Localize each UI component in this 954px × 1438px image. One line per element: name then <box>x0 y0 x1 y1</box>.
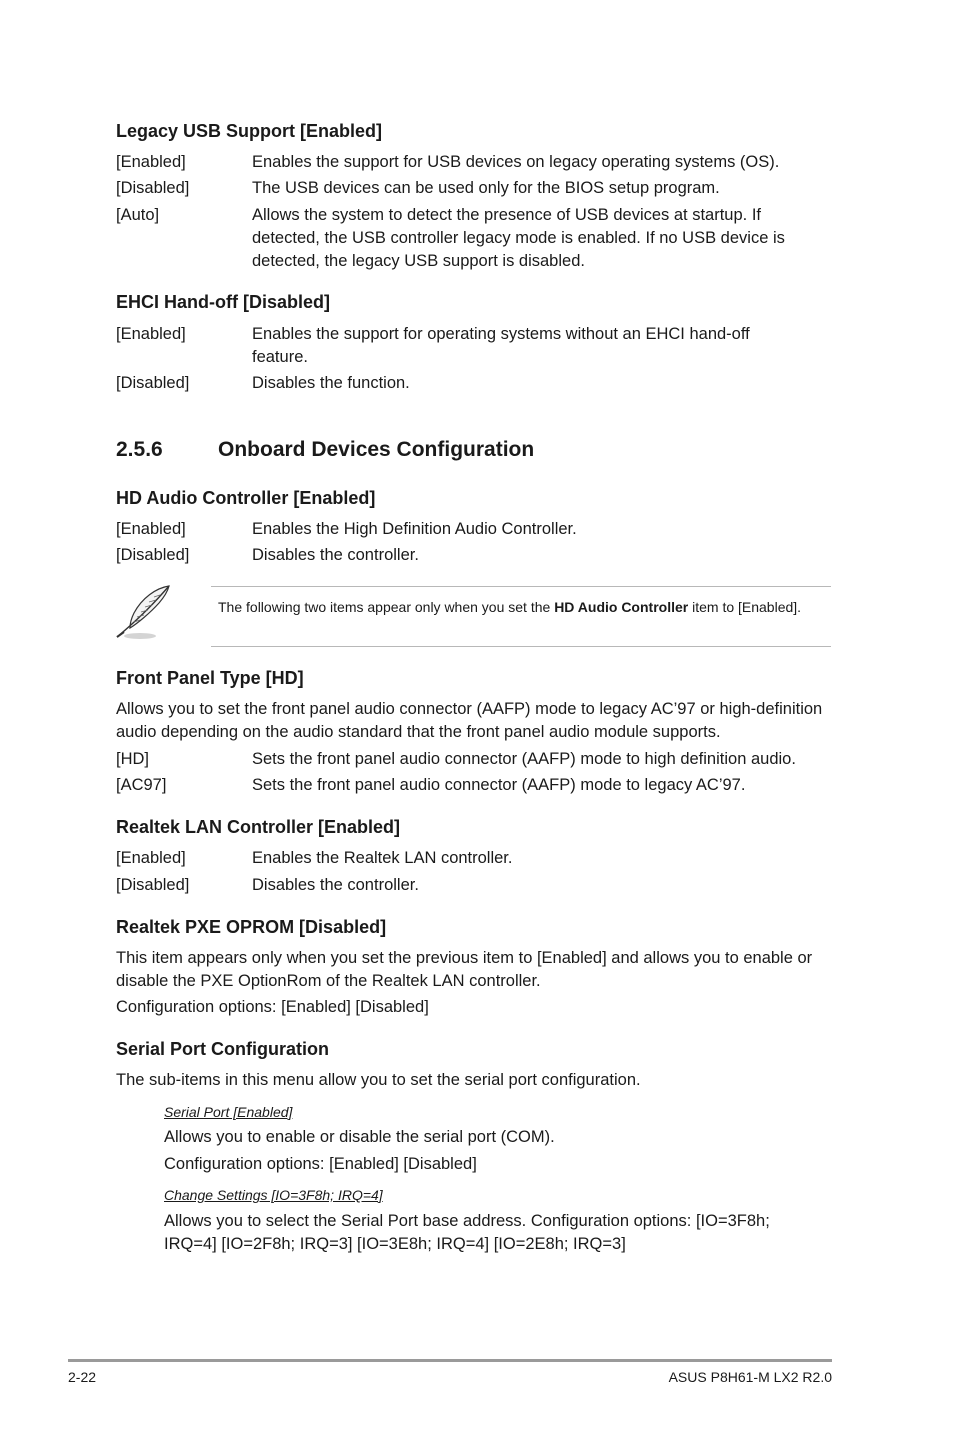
option-description: Enables the support for operating systems without an EHCI hand-off feature. <box>252 325 750 366</box>
section-number: 2.5.6 <box>116 438 163 461</box>
option-description: Disables the controller. <box>252 876 419 894</box>
option-label: [Disabled] <box>116 546 190 564</box>
front-panel-intro: Allows you to set the front panel audio connector (AAFP) mode to legacy AC’97 or high-definition audio depending on the audio standard that the front panel audio module supports. <box>116 700 823 741</box>
option-description: Disables the function. <box>252 374 410 392</box>
footer-rule <box>68 1359 832 1362</box>
option-description: Enables the High Definition Audio Controller. <box>252 520 577 538</box>
option-label: [Disabled] <box>116 876 190 894</box>
option-label: [Enabled] <box>116 849 186 867</box>
serial-port-description: Allows you to enable or disable the serial port (COM). <box>164 1128 555 1146</box>
pxe-description: This item appears only when you set the previous item to [Enabled] and allows you to enable or disable the PXE OptionRom of the Realtek LAN controller. <box>116 949 813 990</box>
option-label: [Disabled] <box>116 179 190 197</box>
note-bottom-rule <box>211 646 831 647</box>
option-description: Sets the front panel audio connector (AAFP) mode to legacy AC’97. <box>252 776 746 794</box>
product-name: ASUS P8H61-M LX2 R2.0 <box>668 1369 832 1385</box>
serial-intro: The sub-items in this menu allow you to set the serial port configuration. <box>116 1071 641 1089</box>
option-description: Disables the controller. <box>252 546 419 564</box>
legacy-usb-heading: Legacy USB Support [Enabled] <box>116 121 383 141</box>
option-label: [Auto] <box>116 206 160 224</box>
page-number: 2-22 <box>68 1369 97 1385</box>
serial-port-config-options: Configuration options: [Enabled] [Disabled] <box>164 1155 477 1173</box>
section-title: Onboard Devices Configuration <box>218 438 535 461</box>
option-description: Sets the front panel audio connector (AAFP) mode to high definition audio. <box>252 750 796 768</box>
change-settings-subheading: Change Settings [IO=3F8h; IRQ=4] <box>164 1187 383 1203</box>
quill-pen-icon <box>112 583 174 643</box>
option-label: [Enabled] <box>116 520 186 538</box>
option-description: Enables the support for USB devices on legacy operating systems (OS). <box>252 153 780 171</box>
option-label: [Enabled] <box>116 325 186 343</box>
option-label: [AC97] <box>116 776 167 794</box>
ehci-heading: EHCI Hand-off [Disabled] <box>116 292 330 312</box>
realtek-lan-heading: Realtek LAN Controller [Enabled] <box>116 817 401 837</box>
change-settings-description: Allows you to select the Serial Port base address. Configuration options: [IO=3F8h; IRQ=4] [IO=2F8h; IRQ=3] [IO=3E8h; IRQ=4] [IO=2E8h; IRQ=3] <box>164 1212 770 1253</box>
option-description: Enables the Realtek LAN controller. <box>252 849 513 867</box>
option-label: [HD] <box>116 750 149 768</box>
serial-heading: Serial Port Configuration <box>116 1039 330 1059</box>
option-label: [Disabled] <box>116 374 190 392</box>
note-text: The following two items appear only when you set the HD Audio Controller item to [Enabled]. <box>218 599 802 615</box>
hd-audio-heading: HD Audio Controller [Enabled] <box>116 488 376 508</box>
note-emphasis: HD Audio Controller <box>554 599 689 615</box>
option-description: The USB devices can be used only for the BIOS setup program. <box>252 179 720 197</box>
option-description: Allows the system to detect the presence of USB devices at startup. If detected, the USB controller legacy mode is enabled. If no USB device is detected, the legacy USB support is disabled. <box>252 206 785 270</box>
pxe-config-options: Configuration options: [Enabled] [Disabled] <box>116 998 429 1016</box>
option-label: [Enabled] <box>116 153 186 171</box>
note-top-rule <box>211 586 831 587</box>
front-panel-heading: Front Panel Type [HD] <box>116 668 304 688</box>
serial-port-subheading: Serial Port [Enabled] <box>164 1104 293 1120</box>
pxe-heading: Realtek PXE OPROM [Disabled] <box>116 917 387 937</box>
